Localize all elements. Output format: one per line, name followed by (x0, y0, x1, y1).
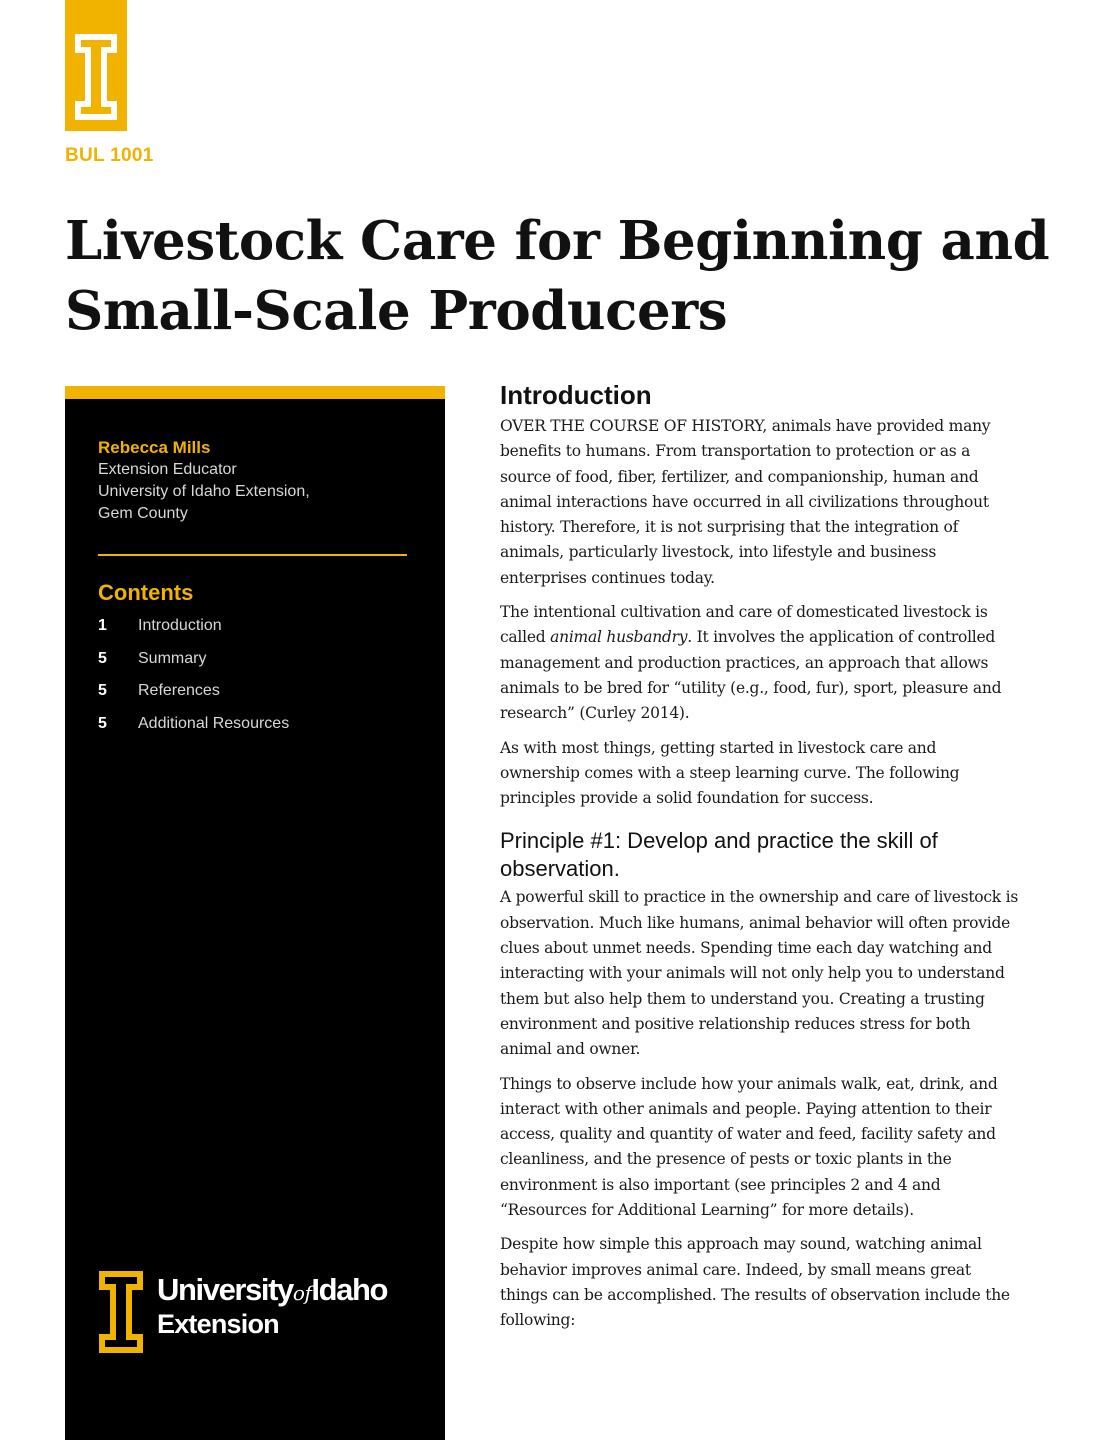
toc-item-additional-resources[interactable] (98, 713, 289, 746)
contents-heading: Contents (98, 580, 194, 605)
author-name: Rebecca Mills (98, 438, 211, 457)
intro-paragraph-3: As with most things, getting started in livestock care and ownership comes with a steep learning curve. The following principles provide a solid foundation for success. (500, 738, 960, 808)
toc-label: Introduction (138, 617, 222, 634)
principle-1-paragraph-1: A powerful skill to practice in the ownership and care of livestock is observation. Much like humans, animal behavior will often provide clues about unmet needs. Spending time each day watching and interacting with your animals will not only help you to understand them but also help them to understand you. Creating a trusting environment and positive relationship reduces stress for both animal and owner. (500, 888, 1019, 1059)
toc-page-number: 5 (98, 649, 107, 667)
bulletin-number: BUL 1001 (65, 145, 154, 166)
logo-idaho: Idaho (311, 1272, 388, 1307)
table-of-contents (98, 615, 289, 745)
toc-label: References (138, 682, 220, 699)
main-column (500, 378, 1020, 1343)
toc-item-references[interactable] (98, 680, 289, 713)
author-role: Extension Educator (98, 461, 237, 478)
introduction-heading: Introduction (500, 380, 652, 410)
toc-page-number: 1 (98, 617, 107, 634)
sidebar-panel (65, 386, 445, 1440)
logo-wordmark (157, 1274, 387, 1339)
italic-term: animal husbandry (550, 628, 688, 647)
toc-label: Summary (138, 649, 207, 667)
toc-page-number: 5 (98, 714, 107, 732)
block-i-icon (97, 1269, 145, 1355)
document-title: Livestock Care for Beginning and Small-Scale Producers (65, 210, 1050, 342)
toc-page-number: 5 (98, 682, 107, 699)
principle-1-paragraph-2: Things to observe include how your animals walk, eat, drink, and interact with other animals and people. Paying attention to their access, quality and quantity of water and feed, facility safety and cleanliness, and the presence of pests or toxic plants in the environment is also important (see principles 2 and 4 and “Resources for Additional Learning” for more details). (500, 1074, 998, 1220)
university-of-idaho-extension-logo (97, 1269, 417, 1359)
toc-item-introduction[interactable] (98, 615, 289, 648)
university-i-logo-tab (65, 0, 127, 131)
toc-label: Additional Resources (138, 714, 290, 732)
principle-1-paragraph-3: Despite how simple this approach may sound, watching animal behavior improves animal care. Indeed, by small means great things can be accomplished. The results of observation include the following: (500, 1235, 1010, 1330)
intro-paragraph-1: OVER THE COURSE OF HISTORY, animals have provided many benefits to humans. From transportation to protection or as a source of food, fiber, fertilizer, and companionship, human and animal interactions have occurred in all civilizations throughout history. Therefore, it is not surprising that the integration of animals, particularly livestock, into lifestyle and business enterprises continues today. (500, 417, 991, 587)
logo-university: University (157, 1272, 293, 1307)
principle-1-heading: Principle #1: Develop and practice the skill of observation. (500, 828, 938, 882)
author-county: Gem County (98, 505, 188, 522)
toc-item-summary[interactable] (98, 648, 289, 681)
paragraph-text: . It involves the application of controlled management and production practices, an approach that allows animals to be bred for “utility (e.g., food, fur), sport, pleasure and research” (Curley 2014). (500, 628, 1002, 723)
logo-extension: Extension (157, 1309, 279, 1339)
logo-of: of (292, 1281, 312, 1305)
author-affiliation: University of Idaho Extension, (98, 483, 310, 500)
author-block (98, 437, 310, 525)
intro-paragraph-2 (500, 600, 1020, 726)
sidebar-divider (98, 554, 407, 556)
paragraph-text: The intentional cultivation and care of domesticated livestock is called (500, 603, 988, 647)
block-i-icon (65, 0, 127, 131)
